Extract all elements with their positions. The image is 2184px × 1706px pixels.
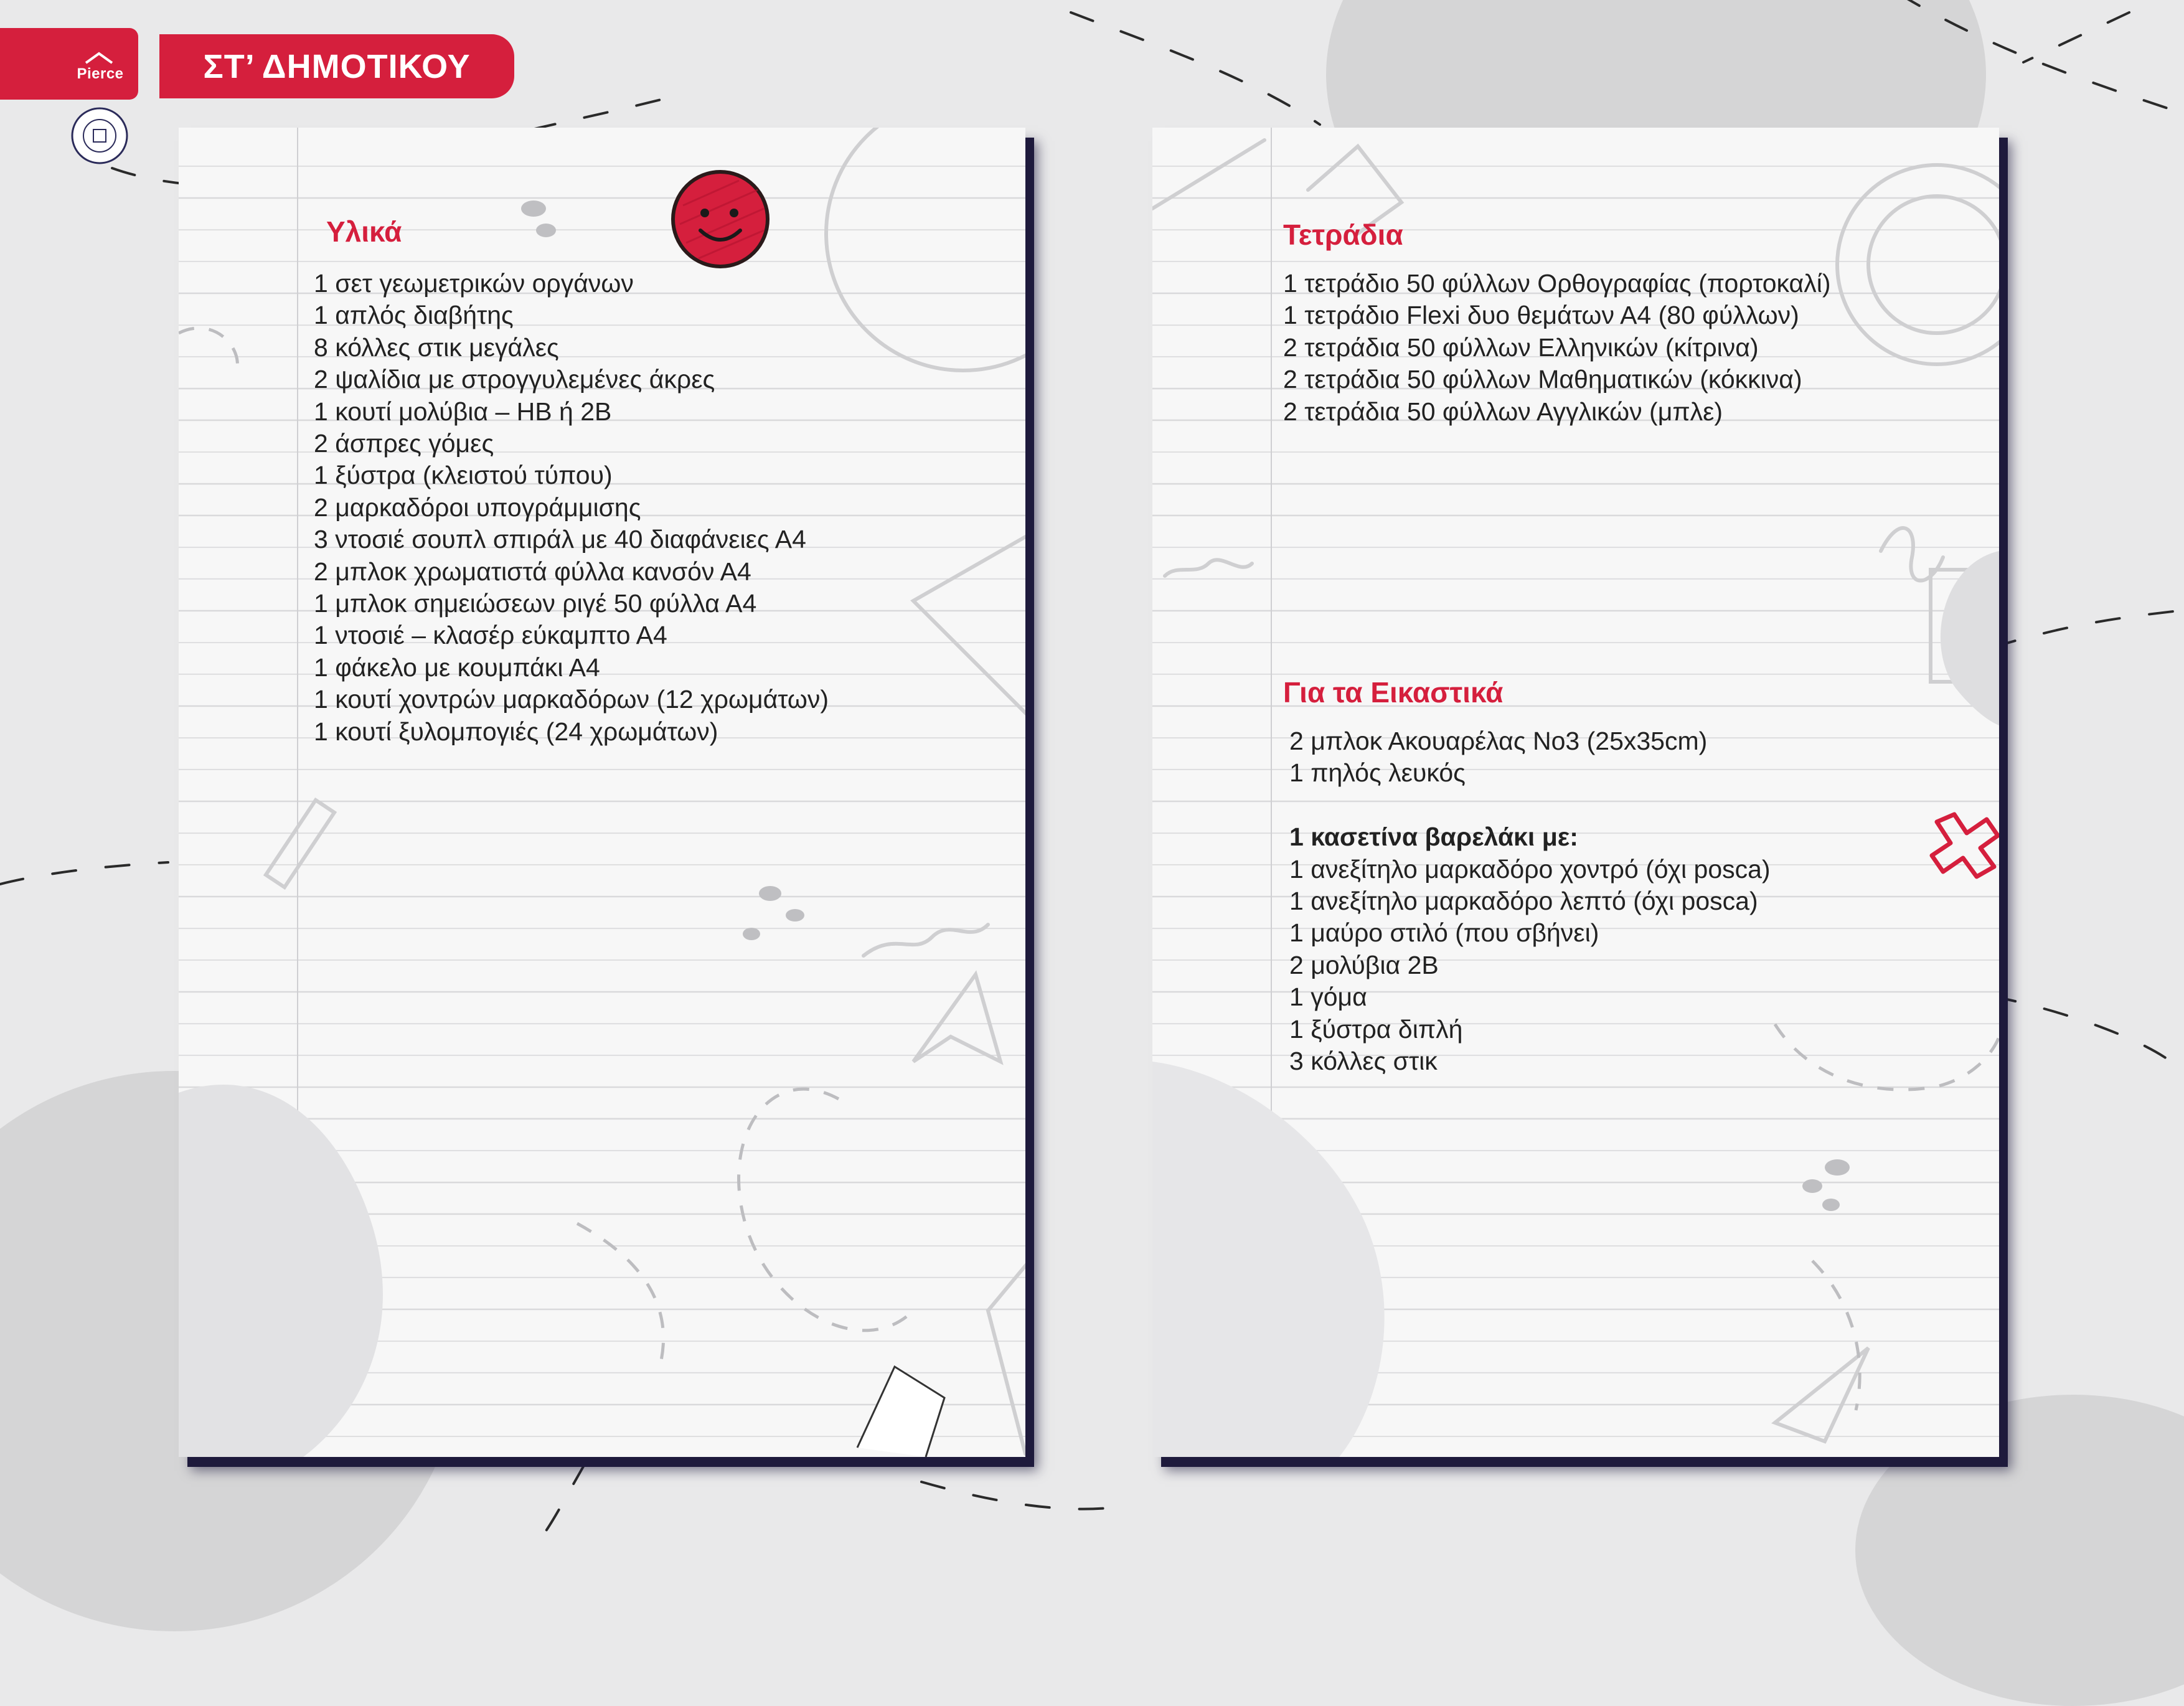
list-item: 2 μαρκαδόροι υπογράμμισης <box>314 492 641 522</box>
list-item: 1 απλός διαβήτης <box>314 301 514 330</box>
smiley-face-icon <box>664 162 776 274</box>
supplies-page <box>179 128 1025 1457</box>
list-item: 2 μπλοκ Ακουαρέλας Νο3 (25x35cm) <box>1289 727 1708 755</box>
art-list <box>1289 725 1771 1077</box>
college-seal-icon <box>70 106 129 166</box>
list-item: 1 κουτί ξυλομπογιές (24 χρωμάτων) <box>314 717 718 746</box>
list-item: 1 πηλός λευκός <box>1289 758 1466 788</box>
roof-icon <box>85 52 113 64</box>
art-title: Για τα Εικαστικά <box>1283 676 1504 709</box>
list-item: 1 ξύστρα διπλή <box>1289 1014 1463 1044</box>
list-item: 3 κόλλες στικ <box>1289 1047 1438 1076</box>
list-item: 2 ψαλίδια με στρογγυλεμένες άκρες <box>314 365 715 394</box>
list-item: 1 ανεξίτηλο μαρκαδόρο λεπτό (όχι posca) <box>1289 887 1758 916</box>
notebooks-title: Τετράδια <box>1283 219 1403 251</box>
list-item: 2 τετράδια 50 φύλλων Μαθηματικών (κόκκινα) <box>1283 365 1802 394</box>
supplies-list <box>314 268 829 748</box>
notebooks-list <box>1283 268 1830 428</box>
brand-logo <box>0 28 138 100</box>
list-item: 1 κουτί μολύβια – HB ή 2B <box>314 397 612 426</box>
list-item: 1 κουτί χοντρών μαρκαδόρων (12 χρωμάτων) <box>314 685 829 714</box>
list-item: 2 τετράδια 50 φύλλων Ελληνικών (κίτρινα) <box>1283 332 1759 362</box>
list-item: 1 γόμα <box>1289 983 1367 1012</box>
list-item: 2 μπλοκ χρωματιστά φύλλα κανσόν Α4 <box>314 557 751 586</box>
supplies-title: Υλικά <box>326 215 402 248</box>
list-item: 1 σετ γεωμετρικών οργάνων <box>314 269 634 298</box>
grade-title-badge: ΣΤ’ ΔΗΜΟΤΙΚΟΥ <box>159 34 514 98</box>
list-item: 2 τετράδια 50 φύλλων Αγγλικών (μπλε) <box>1283 397 1723 426</box>
list-spacer <box>1289 789 1771 821</box>
list-item: 8 κόλλες στικ μεγάλες <box>314 332 559 362</box>
notebooks-art-page <box>1152 128 1999 1457</box>
list-item: 1 ξύστρα (κλειστού τύπου) <box>314 461 613 490</box>
list-item: 1 μπλοκ σημειώσεων ριγέ 50 φύλλα Α4 <box>314 589 757 618</box>
brand-label: Pierce <box>77 65 124 82</box>
list-item: 1 ντοσιέ – κλασέρ εύκαμπτο Α4 <box>314 621 667 650</box>
list-item: 1 ανεξίτηλο μαρκαδόρο χοντρό (όχι posca) <box>1289 854 1771 884</box>
list-item: 1 μαύρο στιλό (που σβήνει) <box>1289 918 1599 948</box>
list-item: 3 ντοσιέ σουπλ σπιράλ με 40 διαφάνειες Α4 <box>314 525 806 554</box>
list-item: 1 φάκελο με κουμπάκι Α4 <box>314 653 600 682</box>
list-item: 2 μολύβια 2Β <box>1289 950 1439 979</box>
list-item: 1 τετράδιο Flexi δυο θεμάτων Α4 (80 φύλλων) <box>1283 301 1799 330</box>
list-item: 1 τετράδιο 50 φύλλων Ορθογραφίας (πορτοκαλί) <box>1283 269 1831 298</box>
pencil-case-heading: 1 κασετίνα βαρελάκι με: <box>1289 822 1578 852</box>
list-item: 2 άσπρες γόμες <box>314 429 494 458</box>
cross-mark-icon <box>1924 803 1999 884</box>
